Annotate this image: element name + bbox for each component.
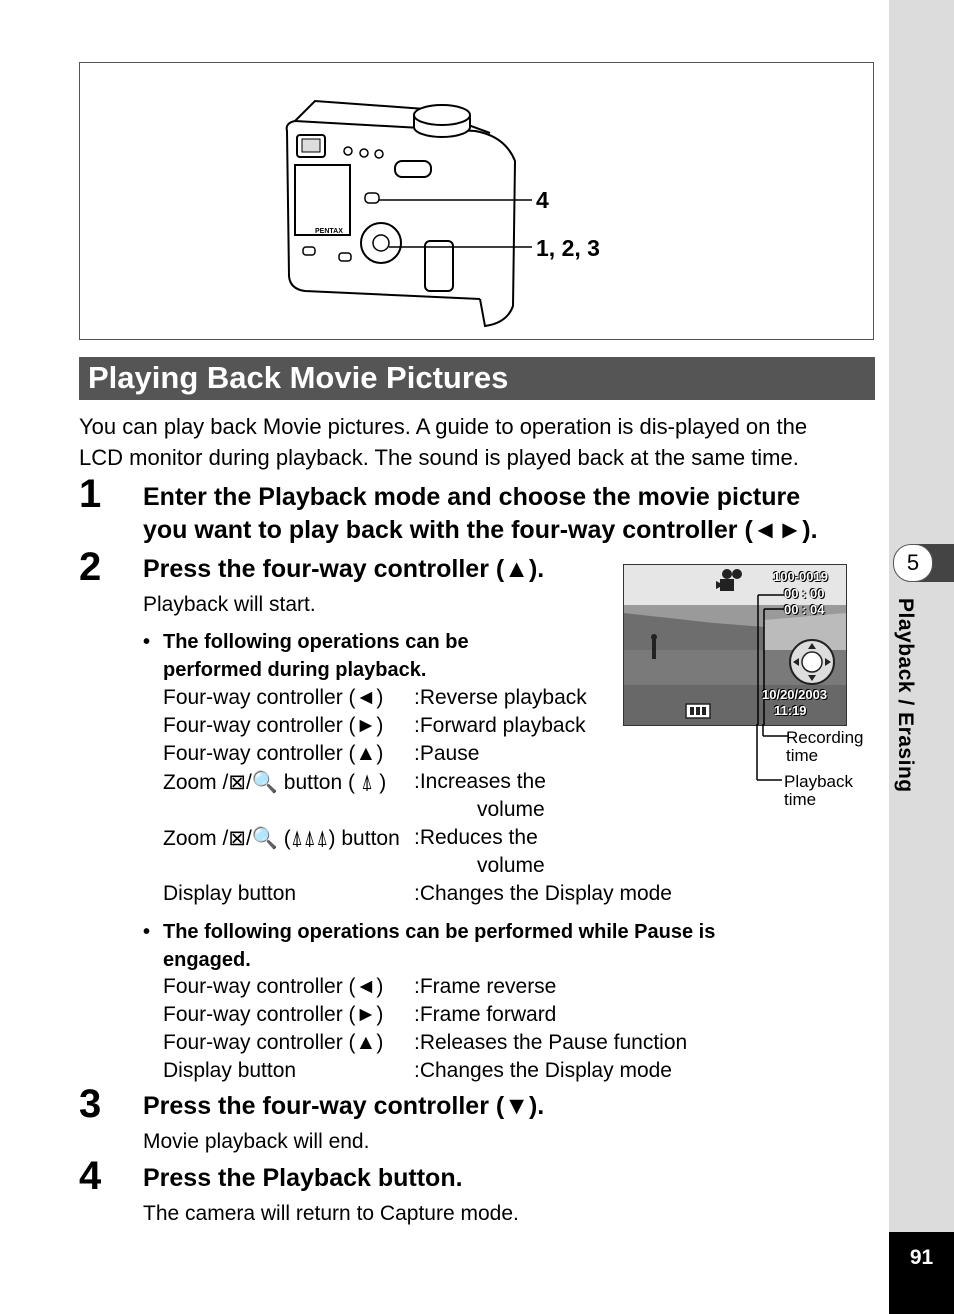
annotation-recording-line-2: time	[786, 746, 819, 765]
op-row-desc-continued: volume	[477, 798, 545, 821]
lcd-time: 11:19	[774, 703, 807, 718]
op-row-label: Zoom /⊠/🔍 button ( ⍋ )	[163, 771, 387, 794]
op-row-label: Four-way controller (▲)	[163, 742, 384, 765]
op-row-label: Four-way controller (▲)	[163, 1031, 384, 1054]
op-row-label: Four-way controller (◄)	[163, 975, 384, 998]
callout-four-way-controller: 1, 2, 3	[536, 235, 600, 261]
op-row-label: Display button	[163, 1059, 297, 1082]
page-number-box	[889, 1232, 954, 1314]
step-2-heading: Press the four-way controller (▲).	[143, 555, 545, 583]
playback-ops-bullet-line-2: performed during playback.	[163, 659, 427, 681]
camera-figure	[79, 62, 874, 340]
step-1-heading-line-1: Enter the Playback mode and choose the movie picture	[143, 483, 801, 511]
callout-playback-button: 4	[536, 187, 549, 213]
intro-line-2: LCD monitor during playback. The sound is played back at the same time.	[79, 445, 799, 470]
op-row-desc-continued: volume	[477, 854, 545, 877]
step-2-number: 2	[79, 545, 102, 589]
step-4-number: 4	[79, 1154, 102, 1198]
op-row-desc: :Frame reverse	[414, 975, 557, 998]
annotation-recording-line-1: Recording	[786, 728, 864, 747]
chapter-label: Playback / Erasing	[894, 598, 917, 793]
camera-illustration	[275, 91, 615, 336]
pause-ops-bullet-line-2: engaged.	[163, 949, 251, 971]
intro-line-1: You can play back Movie pictures. A guide to operation is dis-played on the	[79, 414, 808, 439]
step-3-body: Movie playback will end.	[143, 1130, 370, 1153]
op-row-label: Four-way controller (►)	[163, 714, 384, 737]
step-2-body: Playback will start.	[143, 593, 316, 616]
op-row-label: Display button	[163, 882, 297, 905]
lcd-file-number: 100-0019	[773, 569, 828, 584]
chapter-number: 5	[893, 544, 933, 582]
annotation-recording-time	[786, 729, 864, 765]
op-row-desc: :Changes the Display mode	[414, 1059, 672, 1082]
op-row-label: Zoom /⊠/🔍 (⍋⍋⍋) button	[163, 827, 400, 850]
op-row-desc: :Forward playback	[414, 714, 586, 737]
annotation-playback-time	[784, 773, 853, 809]
op-row-desc: :Pause	[414, 742, 480, 765]
intro-paragraph	[79, 411, 879, 473]
step-1-heading-line-2: you want to play back with the four-way controller (◄►).	[143, 516, 818, 544]
op-row-desc: :Reduces the	[414, 826, 538, 849]
op-row-desc: :Increases the	[414, 770, 546, 793]
op-row-desc: :Frame forward	[414, 1003, 557, 1026]
op-row-desc: :Releases the Pause function	[414, 1031, 688, 1054]
lcd-recording-time: 00 : 00	[784, 586, 825, 601]
op-row-label: Four-way controller (►)	[163, 1003, 384, 1026]
page-number: 91	[909, 1246, 934, 1269]
step-1-number: 1	[79, 472, 102, 516]
lcd-date: 10/20/2003	[762, 687, 828, 702]
section-title-bar	[79, 357, 875, 400]
lcd-playback-screen	[623, 564, 847, 726]
step-3-number: 3	[79, 1082, 102, 1126]
step-4-heading: Press the Playback button.	[143, 1164, 463, 1192]
camera-brand-text: PENTAX	[315, 228, 343, 235]
playback-ops-bullet-line-1: The following operations can be	[163, 631, 469, 653]
step-3-heading: Press the four-way controller (▼).	[143, 1092, 545, 1120]
lcd-playback-time: 00 : 04	[784, 602, 825, 617]
op-row-desc: :Reverse playback	[414, 686, 587, 709]
annotation-playback-line-2: time	[784, 790, 817, 809]
step-4-body: The camera will return to Capture mode.	[143, 1202, 519, 1225]
op-row-desc: :Changes the Display mode	[414, 882, 672, 905]
annotation-playback-line-1: Playback	[784, 772, 853, 791]
op-row-label: Four-way controller (◄)	[163, 686, 384, 709]
section-title: Playing Back Movie Pictures	[88, 360, 509, 395]
pause-ops-bullet-line-1: The following operations can be performed while Pause is	[163, 921, 716, 943]
